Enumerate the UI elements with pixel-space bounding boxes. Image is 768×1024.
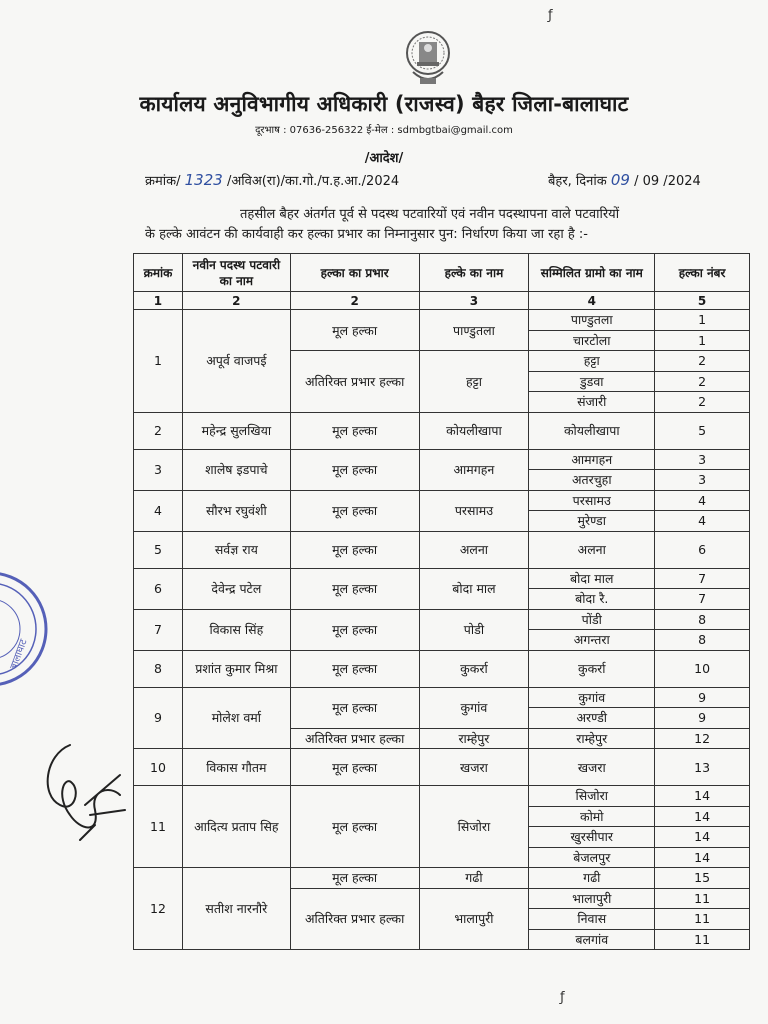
halka-number-cell: 7 (655, 568, 750, 589)
village-cell: संजारी (529, 392, 655, 413)
patwari-name-cell: सर्वज्ञ राय (182, 531, 290, 568)
halka-number-cell: 11 (655, 909, 750, 930)
halka-name-cell: कोयलीखापा (419, 412, 529, 449)
halka-number-cell: 2 (655, 351, 750, 372)
halka-number-cell: 2 (655, 371, 750, 392)
charge-type-cell: मूल हल्का (290, 310, 419, 351)
serial-cell: 12 (134, 868, 183, 950)
village-cell: कोमो (529, 806, 655, 827)
tick-mark: ƒ (548, 8, 553, 23)
halka-name-cell: खजरा (419, 749, 529, 786)
halka-name-cell: अलना (419, 531, 529, 568)
village-cell: निवास (529, 909, 655, 930)
charge-type-cell: मूल हल्का (290, 412, 419, 449)
serial-cell: 3 (134, 449, 183, 490)
charge-type-cell: मूल हल्का (290, 749, 419, 786)
date-prefix: बैहर, दिनांक (548, 174, 607, 189)
halka-name-cell: हट्टा (419, 351, 529, 413)
table-row (134, 449, 750, 470)
charge-type-cell: मूल हल्का (290, 568, 419, 609)
halka-number-cell: 3 (655, 470, 750, 491)
date-day-handwritten: 09 (610, 171, 630, 189)
village-cell: बेजलपुर (529, 847, 655, 868)
column-number: 1 (134, 292, 183, 310)
village-cell: बलगांव (529, 929, 655, 950)
village-cell: परसामउ (529, 490, 655, 511)
table-row (134, 310, 750, 331)
intro-line-1: तहसील बैहर अंतर्गत पूर्व से पदस्थ पटवारियों एवं नवीन पदस्थापना वाले पटवारियों (240, 207, 620, 222)
patwari-name-cell: महेन्द्र सुलखिया (182, 412, 290, 449)
table-row (134, 568, 750, 589)
village-cell: बोदा रै. (529, 589, 655, 610)
village-cell: चारटोला (529, 330, 655, 351)
tick-mark: ƒ (560, 990, 565, 1005)
village-cell: कोयलीखापा (529, 412, 655, 449)
table-row (134, 412, 750, 449)
header-cell: हल्का का प्रभार (290, 254, 419, 292)
halka-number-cell: 7 (655, 589, 750, 610)
halka-name-cell: बोदा माल (419, 568, 529, 609)
village-cell: कुगांव (529, 687, 655, 708)
halka-name-cell: आमगहन (419, 449, 529, 490)
village-cell: हट्टा (529, 351, 655, 372)
table-row (134, 786, 750, 807)
serial-cell: 6 (134, 568, 183, 609)
charge-type-cell: मूल हल्का (290, 868, 419, 889)
village-cell: भालापुरी (529, 888, 655, 909)
table-row (134, 650, 750, 687)
table-body (134, 310, 750, 950)
serial-cell: 9 (134, 687, 183, 749)
date-line (548, 171, 701, 189)
halka-number-cell: 15 (655, 868, 750, 889)
patwari-name-cell: प्रशांत कुमार मिश्रा (182, 650, 290, 687)
serial-cell: 1 (134, 310, 183, 413)
charge-type-cell: मूल हल्का (290, 609, 419, 650)
column-number: 2 (290, 292, 419, 310)
halka-name-cell: राम्हेपुर (419, 728, 529, 749)
table-row (134, 868, 750, 889)
ref-number-handwritten: 1323 (184, 171, 223, 189)
serial-cell: 7 (134, 609, 183, 650)
table-row (134, 490, 750, 511)
halka-number-cell: 12 (655, 728, 750, 749)
intro-paragraph (145, 205, 735, 245)
halka-number-cell: 14 (655, 806, 750, 827)
header-cell: हल्का नंबर (655, 254, 750, 292)
office-seal (0, 565, 50, 693)
village-cell: खुरसीपार (529, 827, 655, 848)
patwari-name-cell: मोलेश वर्मा (182, 687, 290, 749)
patwari-name-cell: शालेष इडपाचे (182, 449, 290, 490)
charge-type-cell: मूल हल्का (290, 490, 419, 531)
column-number: 4 (529, 292, 655, 310)
signature (40, 735, 130, 845)
halka-name-cell: कुगांव (419, 687, 529, 728)
charge-type-cell: मूल हल्का (290, 650, 419, 687)
halka-number-cell: 14 (655, 827, 750, 848)
halka-number-cell: 9 (655, 687, 750, 708)
halka-name-cell: भालापुरी (419, 888, 529, 950)
village-cell: मुरेण्डा (529, 511, 655, 532)
halka-number-cell: 9 (655, 708, 750, 729)
charge-type-cell: अतिरिक्त प्रभार हल्का (290, 351, 419, 413)
reference-number-line (145, 171, 399, 189)
serial-cell: 5 (134, 531, 183, 568)
village-cell: डुडवा (529, 371, 655, 392)
village-cell: अगन्तरा (529, 630, 655, 651)
table-row (134, 749, 750, 786)
halka-number-cell: 6 (655, 531, 750, 568)
serial-cell: 10 (134, 749, 183, 786)
halka-allocation-table (133, 253, 750, 950)
village-cell: कुकर्रा (529, 650, 655, 687)
halka-number-cell: 2 (655, 392, 750, 413)
halka-name-cell: कुकर्रा (419, 650, 529, 687)
column-number: 3 (419, 292, 529, 310)
charge-type-cell: मूल हल्का (290, 531, 419, 568)
halka-number-cell: 4 (655, 490, 750, 511)
charge-type-cell: अतिरिक्त प्रभार हल्का (290, 728, 419, 749)
patwari-name-cell: सतीश नारनौरे (182, 868, 290, 950)
header-cell: नवीन पदस्थ पटवारी का नाम (182, 254, 290, 292)
village-cell: पाण्डुतला (529, 310, 655, 331)
halka-name-cell: पाण्डुतला (419, 310, 529, 351)
patwari-name-cell: सौरभ रघुवंशी (182, 490, 290, 531)
ref-suffix: /अविअ(रा)/का.गो./प.ह.आ./2024 (226, 174, 400, 189)
column-number: 5 (655, 292, 750, 310)
order-heading: /आदेश/ (364, 151, 404, 166)
column-number: 2 (182, 292, 290, 310)
charge-type-cell: मूल हल्का (290, 786, 419, 868)
intro-line-2: के हल्के आवंटन की कार्यवाही कर हल्का प्रभार का निम्नानुसार पुन: निर्धारण किया जा रहा है :- (145, 227, 588, 242)
table-row (134, 531, 750, 568)
state-emblem-icon (405, 30, 451, 88)
header-cell: सम्मिलित ग्रामो का नाम (529, 254, 655, 292)
date-rest: / 09 /2024 (634, 174, 701, 189)
village-cell: आमगहन (529, 449, 655, 470)
serial-cell: 4 (134, 490, 183, 531)
halka-number-cell: 8 (655, 609, 750, 630)
village-cell: पोंडी (529, 609, 655, 630)
village-cell: राम्हेपुर (529, 728, 655, 749)
village-cell: अतरचुहा (529, 470, 655, 491)
halka-number-cell: 13 (655, 749, 750, 786)
patwari-name-cell: विकास सिंह (182, 609, 290, 650)
charge-type-cell: अतिरिक्त प्रभार हल्का (290, 888, 419, 950)
header-cell: हल्के का नाम (419, 254, 529, 292)
village-cell: गढी (529, 868, 655, 889)
halka-number-cell: 5 (655, 412, 750, 449)
halka-number-cell: 3 (655, 449, 750, 470)
village-cell: खजरा (529, 749, 655, 786)
halka-name-cell: परसामउ (419, 490, 529, 531)
village-cell: सिजोरा (529, 786, 655, 807)
office-title: कार्यालय अनुविभागीय अधिकारी (राजस्व) बैहर जिला-बालाघाट (139, 92, 629, 116)
table-row (134, 687, 750, 708)
charge-type-cell: मूल हल्का (290, 687, 419, 728)
halka-number-cell: 4 (655, 511, 750, 532)
table-row (134, 609, 750, 630)
village-cell: बोदा माल (529, 568, 655, 589)
village-cell: अरण्डी (529, 708, 655, 729)
serial-cell: 2 (134, 412, 183, 449)
halka-number-cell: 8 (655, 630, 750, 651)
patwari-name-cell: अपूर्व वाजपई (182, 310, 290, 413)
village-cell: अलना (529, 531, 655, 568)
patwari-name-cell: देवेन्द्र पटेल (182, 568, 290, 609)
halka-number-cell: 1 (655, 310, 750, 331)
patwari-name-cell: आदित्य प्रताप सिह (182, 786, 290, 868)
ref-prefix: क्रमांक/ (145, 174, 181, 189)
serial-cell: 8 (134, 650, 183, 687)
halka-name-cell: सिजोरा (419, 786, 529, 868)
halka-number-cell: 11 (655, 888, 750, 909)
header-cell: क्रमांक (134, 254, 183, 292)
halka-number-cell: 11 (655, 929, 750, 950)
seal-text: बालाघाट (8, 637, 30, 672)
serial-cell: 11 (134, 786, 183, 868)
halka-name-cell: गढी (419, 868, 529, 889)
charge-type-cell: मूल हल्का (290, 449, 419, 490)
contact-info: दूरभाष : 07636-256322 ई-मेल : sdmbgtbai@gmail.com (255, 125, 513, 136)
halka-number-cell: 10 (655, 650, 750, 687)
halka-number-cell: 1 (655, 330, 750, 351)
patwari-name-cell: विकास गौतम (182, 749, 290, 786)
halka-name-cell: पोडी (419, 609, 529, 650)
halka-number-cell: 14 (655, 847, 750, 868)
halka-number-cell: 14 (655, 786, 750, 807)
